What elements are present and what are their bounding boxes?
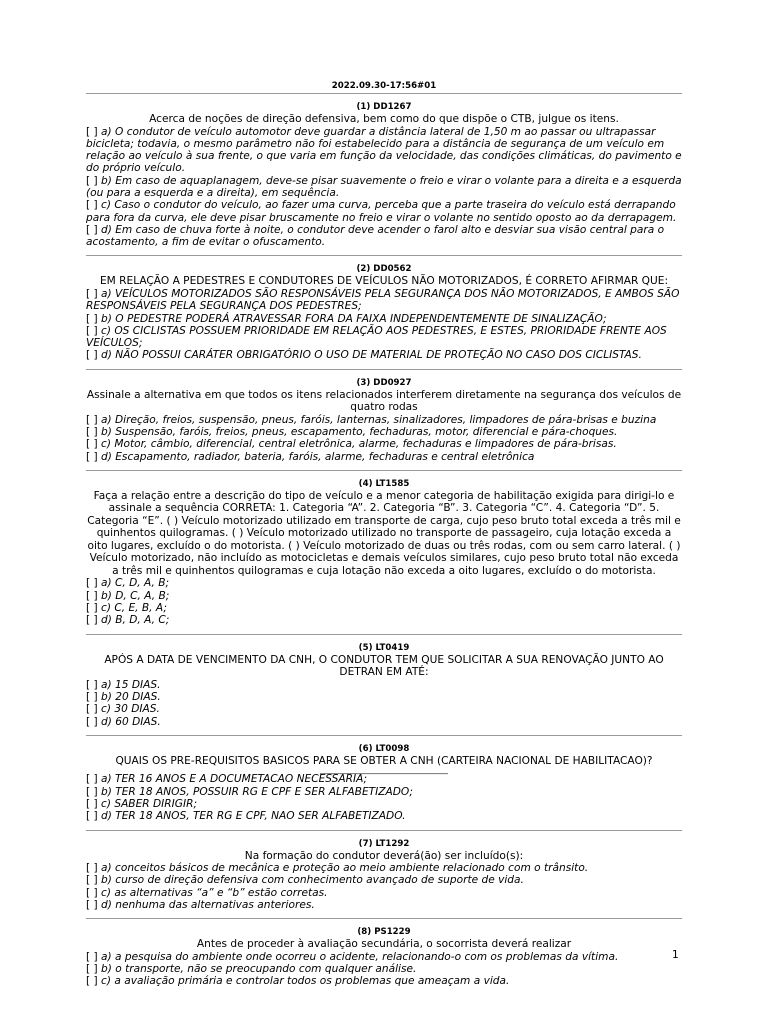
answer-option-text: a) O condutor de veículo automotor deve guardar a distância lateral de 1,50 m ao passar ou ultrapassar bicicleta; todavia, o mesmo parâmetro não foi estabelecido para a distância de segurança de um veículo em relação ao veículo à sua frente, o que varia em função da velocidade, das condições climáticas, do pavimento e do próprio veículo.	[86, 125, 682, 175]
answer-checkbox[interactable]: [ ]	[86, 413, 98, 426]
answer-option-text: d) TER 18 ANOS, TER RG E CPF, NAO SER ALFABETIZADO.	[101, 810, 406, 823]
answer-option-text: d) Escapamento, radiador, bateria, faróis, alarme, fechaduras e central eletrônica	[101, 450, 535, 463]
question-list	[86, 94, 682, 995]
answer-option	[86, 414, 682, 426]
question-block	[86, 94, 682, 255]
answer-option	[86, 887, 682, 899]
answer-checkbox[interactable]: [ ]	[86, 962, 98, 975]
answer-option-text: a) 15 DIAS.	[101, 678, 161, 691]
answer-option-text: a) Direção, freios, suspensão, pneus, faróis, lanternas, sinalizadores, limpadores de pára-brisas e buzina	[101, 413, 657, 426]
question-block	[86, 919, 682, 994]
answer-option-text: b) Suspensão, faróis, freios, pneus, escapamento, fechaduras, motor, diferencial e pára-choques.	[101, 426, 618, 439]
answer-option-text: a) TER 16 ANOS E A DOCUMETACAO NECESSARIA;	[101, 773, 368, 786]
question-block	[86, 831, 682, 919]
answer-option-text: b) o transporte, não se preocupando com qualquer análise.	[101, 962, 417, 975]
answer-option	[86, 786, 682, 798]
answer-option	[86, 602, 682, 614]
answer-option-text: b) D, C, A, B;	[101, 589, 170, 602]
answer-option-text: c) Caso o condutor do veículo, ao fazer uma curva, perceba que a parte traseira do veículo está derrapando para fora da curva, ele deve pisar bruscamente no freio e virar o volante no sentido oposto ao da derrapagem.	[86, 199, 677, 224]
question-code: (5) LT0419	[358, 642, 410, 653]
answer-option-text: d) 60 DIAS.	[101, 715, 161, 728]
answer-checkbox[interactable]: [ ]	[86, 426, 98, 439]
answer-checkbox[interactable]: [ ]	[86, 975, 98, 988]
answer-option	[86, 691, 682, 703]
answer-checkbox[interactable]: [ ]	[86, 450, 98, 463]
answer-option-text: b) TER 18 ANOS, POSSUIR RG E CPF E SER ALFABETIZADO;	[101, 785, 413, 798]
answer-option	[86, 716, 682, 728]
question-stem: Acerca de noções de direção defensiva, bem como do que dispõe o CTB, julgue os itens.	[149, 113, 619, 125]
question-code: (1) DD1267	[356, 102, 412, 112]
question-code: (4) LT1585	[358, 478, 410, 489]
answer-option-text: d) Em caso de chuva forte à noite, o condutor deve acender o farol alto e desviar sua visão central para o acostamento, a fim de evitar o ofuscamento.	[86, 223, 665, 249]
answer-checkbox[interactable]: [ ]	[86, 773, 98, 786]
answer-option	[86, 874, 682, 886]
answer-checkbox[interactable]: [ ]	[86, 950, 98, 963]
question-code: (3) DD0927	[356, 377, 412, 388]
answer-option-text: c) a avaliação primária e controlar todos os problemas que ameaçam a vida.	[101, 975, 510, 988]
answer-option	[86, 614, 682, 626]
answer-option-text: c) C, E, B, A;	[101, 602, 167, 615]
answer-option-text: a) a pesquisa do ambiente onde ocorreu o acidente, relacionando-o com os problemas da vítima.	[101, 950, 619, 963]
answer-option-text: c) Motor, câmbio, diferencial, central eletrônica, alarme, fechaduras e limpadores de pára-brisas.	[101, 438, 617, 451]
answer-option	[86, 862, 682, 874]
answer-option-text: a) conceitos básicos de mecânica e proteção ao meio ambiente relacionado com o trânsito.	[101, 862, 589, 874]
answer-option	[86, 313, 682, 325]
question-stem: EM RELAÇÃO A PEDESTRES E CONDUTORES DE VEÍCULOS NÃO MOTORIZADOS, É CORRETO AFIRMAR QUE:	[99, 275, 669, 288]
answer-checkbox[interactable]: [ ]	[86, 898, 98, 911]
answer-option-text: a) VEÍCULOS MOTORIZADOS SÃO RESPONSÁVEIS PELA SEGURANÇA DOS NÃO MOTORIZADOS, E AMBOS SÃO RESPONSÁVEIS PELA SEGURANÇA DOS PEDESTRES;	[86, 287, 680, 313]
answer-checkbox[interactable]: [ ]	[86, 886, 98, 899]
answer-option-text: d) nenhuma das alternativas anteriores.	[101, 898, 315, 911]
question-code: (2) DD0562	[356, 264, 412, 275]
answer-option-text: b) Em caso de aquaplanagem, deve-se pisar suavemente o freio e virar o volante para a direita e a esquerda (ou para a esquerda e a direita), em sequência.	[86, 174, 682, 199]
answer-option-text: d) B, D, A, C;	[101, 614, 170, 627]
answer-option	[86, 679, 682, 691]
answer-option-text: b) curso de direção defensiva com conhecimento avançado de suporte de vida.	[101, 874, 524, 887]
answer-option	[86, 703, 682, 715]
answer-option-text: c) as alternativas “a” e “b” estão corretas.	[101, 886, 328, 899]
answer-option	[86, 798, 682, 810]
answer-option	[86, 288, 682, 313]
answer-checkbox[interactable]: [ ]	[86, 312, 98, 325]
answer-option	[86, 590, 682, 602]
question-block	[86, 736, 682, 830]
answer-option	[86, 438, 682, 450]
document-datecode: 2022.09.30-17:56#01	[331, 81, 437, 91]
answer-checkbox[interactable]: [ ]	[86, 199, 98, 212]
answer-checkbox[interactable]: [ ]	[86, 174, 98, 187]
answer-option	[86, 426, 682, 438]
answer-option	[86, 975, 682, 987]
answer-checkbox[interactable]: [ ]	[86, 589, 98, 602]
answer-option-text: b) O PEDESTRE PODERÁ ATRAVESSAR FORA DA FAIXA INDEPENDENTEMENTE DE SINALIZAÇÃO;	[101, 312, 607, 325]
answer-option	[86, 126, 682, 175]
answer-checkbox[interactable]: [ ]	[86, 862, 98, 874]
answer-checkbox[interactable]: [ ]	[86, 715, 98, 728]
question-stem: APÓS A DATA DE VENCIMENTO DA CNH, O CONDUTOR TEM QUE SOLICITAR A SUA RENOVAÇÃO JUNTO AO DETRAN EM ATÉ:	[104, 653, 664, 679]
answer-checkbox[interactable]: [ ]	[86, 810, 98, 823]
question-stem: Assinale a alternativa em que todos os itens relacionados interferem diretamente na segurança dos veículos de quatro rodas	[86, 388, 682, 414]
answer-option-text: c) 30 DIAS.	[101, 703, 160, 716]
question-block	[86, 471, 682, 634]
question-code: (6) LT0098	[358, 743, 410, 754]
answer-option	[86, 325, 682, 350]
answer-option	[86, 810, 682, 822]
answer-option	[86, 199, 682, 224]
answer-checkbox[interactable]: [ ]	[86, 349, 98, 362]
answer-checkbox[interactable]: [ ]	[86, 324, 98, 337]
question-block	[86, 370, 682, 470]
answer-checkbox[interactable]: [ ]	[86, 223, 98, 236]
answer-option	[86, 224, 682, 249]
answer-option	[86, 451, 682, 463]
answer-option-text: c) OS CICLISTAS POSSUEM PRIORIDADE EM RELAÇÃO AOS PEDESTRES, E ESTES, PRIORIDADE FRENTE AOS VEÍCULOS;	[86, 324, 667, 350]
answer-checkbox[interactable]: [ ]	[86, 785, 98, 798]
question-stem: Na formação do condutor deverá(ão) ser incluído(s):	[244, 849, 524, 862]
answer-checkbox[interactable]: [ ]	[86, 797, 98, 810]
question-code: (7) LT1292	[358, 838, 410, 849]
answer-checkbox[interactable]: [ ]	[86, 602, 98, 615]
question-stem: QUAIS OS PRE-REQUISITOS BASICOS PARA SE OBTER A CNH (CARTEIRA NACIONAL DE HABILITACAO)?	[115, 754, 653, 767]
answer-option	[86, 175, 682, 200]
answer-checkbox[interactable]: [ ]	[86, 438, 98, 451]
answer-option	[86, 577, 682, 589]
answer-option	[86, 951, 682, 963]
answer-checkbox[interactable]: [ ]	[86, 874, 98, 887]
answer-option-text: b) 20 DIAS.	[101, 690, 161, 703]
question-block	[86, 635, 682, 735]
answer-checkbox[interactable]: [ ]	[86, 703, 98, 716]
answer-option	[86, 899, 682, 911]
answer-option-text: a) C, D, A, B;	[101, 577, 170, 590]
answer-option	[86, 773, 682, 785]
answer-checkbox[interactable]: [ ]	[86, 577, 98, 590]
answer-option	[86, 349, 682, 361]
answer-checkbox[interactable]: [ ]	[86, 287, 98, 300]
exam-page	[86, 80, 682, 995]
page-number: 1	[672, 949, 679, 961]
answer-checkbox[interactable]: [ ]	[86, 125, 98, 138]
question-stem: Antes de proceder à avaliação secundária, o socorrista deverá realizar	[196, 938, 572, 951]
answer-checkbox[interactable]: [ ]	[86, 614, 98, 627]
answer-option-text: d) NÃO POSSUI CARÁTER OBRIGATÓRIO O USO DE MATERIAL DE PROTEÇÃO NO CASO DOS CICLISTAS.	[101, 349, 642, 362]
question-stem: Faça a relação entre a descrição do tipo de veículo e a menor categoria de habilitação exigida para dirigi-lo e assinale a sequência CORRETA: 1. Categoria “A”. 2. Categoria “B”. 3. Categoria “C”. 4. Categoria “D”. 5. Categoria “E”. ( ) Veículo motorizado utilizado em transporte de carga, cujo peso bruto total exceda a três mil e quinhentos quilogramas. ( ) Veículo motorizado utilizado no transporte de passageiro, cuja lotação exceda a oito lugares, excluído o do motorista. ( ) Veículo motorizado de duas ou três rodas, com ou sem carro lateral. ( ) Veículo motorizado, não incluído as motocicletas e demais veículos similares, cujo peso bruto total não exceda a três mil e quinhentos quilogramas e cuja lotação não exceda a oito lugares, excluído o do motorista.	[87, 489, 681, 577]
answer-option	[86, 963, 682, 975]
answer-checkbox[interactable]: [ ]	[86, 678, 98, 691]
question-code: (8) PS1229	[357, 927, 411, 938]
answer-checkbox[interactable]: [ ]	[86, 690, 98, 703]
answer-option-text: c) SABER DIRIGIR;	[101, 797, 198, 810]
question-block	[86, 256, 682, 368]
answer-blank-line: ________________________________	[320, 765, 448, 775]
